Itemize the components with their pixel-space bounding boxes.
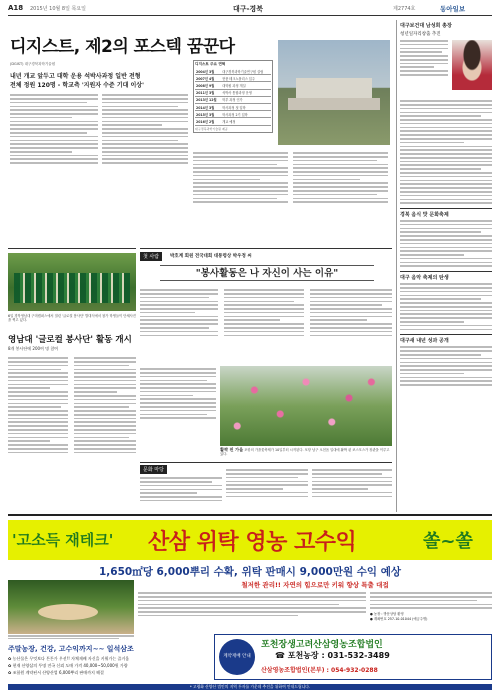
history-year: 2013년 12월: [195, 96, 221, 103]
interview-column-2: [224, 287, 304, 338]
history-row: [195, 103, 271, 110]
interview-tag: 첫 사람: [140, 252, 162, 261]
main-article: [8, 20, 392, 260]
history-table-source: 대구경북과학기술원 제공: [195, 126, 228, 131]
history-row: [195, 68, 271, 75]
intro-subtitle: 청년일자리창출 추진: [400, 32, 441, 37]
page-header: [8, 4, 492, 16]
byline: (DGIST) 대구경북과학기술원: [10, 62, 56, 66]
flower-title: 활짝 핀 가을: [220, 447, 244, 452]
volunteer-column-1: [8, 355, 68, 456]
list-col-3: [312, 467, 392, 499]
box2-title: 경북 음식 맛 문화축제: [400, 208, 492, 218]
ad-box-title: 주말농장, 건강, 고수익까지~~ 일석삼조: [8, 645, 134, 653]
ad-bullets: [8, 644, 208, 684]
building-shape: [288, 98, 380, 110]
volunteer-article: [8, 248, 136, 512]
flower-caption: [220, 448, 392, 456]
history-row: [195, 118, 271, 125]
flower-feature: [140, 366, 392, 458]
ad-headline-suffix: 쏠~쏠: [423, 531, 473, 552]
page-number: A18: [8, 4, 24, 12]
history-event: 학사과정 첫 입학: [221, 103, 271, 110]
volunteer-lead: 8개 봉사단에 200여 명 참여: [8, 346, 59, 351]
interview-column-3: [310, 287, 392, 338]
ad-contact-box: [214, 634, 492, 680]
ad-headline-bar: [8, 520, 492, 560]
section-title: 대구-경북: [233, 5, 263, 13]
volunteer-column-2: [74, 355, 136, 456]
interview-column-1: [140, 287, 218, 338]
history-event: 대구경북과학기술연구원 설립: [221, 68, 271, 75]
president-portrait: [452, 40, 492, 90]
box4-title: 대구새 내년 성과 공개: [400, 334, 492, 344]
interview-headline: "봉사활동은 나 자신이 사는 이유": [160, 265, 374, 281]
history-table-body: [195, 68, 271, 126]
ad-bullet-3: ✿ 조합원 계약된서 산양산업 6,000뿌리 판매까지 해결: [8, 670, 104, 675]
ad-body-text: [138, 590, 366, 619]
interview-kicker: 박호계 회원 전국대회 대통령상 박우정 씨: [170, 254, 252, 259]
history-year: 2016년 2월: [195, 118, 221, 125]
ad-logo: 계약재배 안내: [219, 639, 255, 675]
advertisement: [8, 514, 492, 688]
history-year: 2011년 3월: [195, 89, 221, 96]
campus-photo: [278, 40, 390, 145]
history-year: 2008년 9월: [195, 82, 221, 89]
phone-number-1[interactable]: 031-532-3489: [327, 651, 390, 660]
issue-date: 2015년 10월 8일 목요일: [30, 6, 87, 12]
list-col-2: [226, 467, 308, 499]
history-event: 대학원 과정 개설: [221, 82, 271, 89]
group-people: [14, 273, 130, 303]
article-column-3: [193, 150, 288, 205]
volunteer-caption: 6일 경북영남대 구미캠퍼스에서 열린 '글로컬 봉사단' 발대식에서 참가 학생들이 단체사진을 찍고 있다.: [8, 314, 136, 323]
article-column-4: [293, 150, 388, 205]
history-table: [193, 60, 273, 133]
subheadline-2: 전체 정원 120명 - 학교측 '지원자 수준 기대 이상': [10, 82, 144, 89]
history-row: [195, 82, 271, 89]
list-col-1: [140, 475, 222, 504]
history-row: [195, 96, 271, 103]
ad-headline-main: 산삼 위탁 영농 고수익: [148, 530, 357, 555]
volunteer-photo: [8, 253, 136, 311]
ad-bullet-1: ✿ 농산물은 무엇보다 튼튼가 우선!! 자체재배 자신을 키워가는 즐거움: [8, 656, 130, 661]
culture-tag: 문화 마당: [140, 465, 167, 474]
right-column: [396, 20, 492, 512]
ad-body-text-2: [370, 590, 492, 621]
box3-title: 대구 음악 축제의 탄생: [400, 271, 492, 281]
article-column-1: [10, 92, 98, 166]
issue-number: 제2774호: [393, 6, 416, 12]
subheadline-1: 내년 개교 앞두고 대학 운용 석박사과정 일반 전형: [10, 73, 141, 80]
history-year: 2007년 4월: [195, 75, 221, 82]
ginseng-photo: [8, 580, 134, 634]
phone-line-1: ☎ 포천농장 : 031-532-3489: [275, 651, 390, 660]
ad-subline: 1,650㎡당 6,000뿌리 수확, 위탁 판매시 9,000만원 수익 예상: [98, 566, 401, 578]
phone-number-2[interactable]: 054-932-0288: [331, 667, 378, 674]
history-row: [195, 111, 271, 118]
flower-caption-text: 포항의 가을꽃축제가 10일부터 시작된다. 포항 남구 오천읍 일대에 활짝 핀 코스모스가 장관을 이루고 있다.: [220, 448, 390, 457]
history-row: [195, 75, 271, 82]
headline: 디지스트, 제2의 포스텍 꿈꾼다: [10, 37, 235, 57]
flower-column: [140, 366, 216, 446]
history-year: 2004년 3월: [195, 68, 221, 75]
ad-mid-title: 철저한 관리!! 자연의 힘으로만 키워 향상 특출 대접: [241, 581, 389, 589]
paper-logo: 동아일보: [440, 5, 466, 13]
culture-listings: [140, 462, 392, 512]
history-row: [195, 89, 271, 96]
history-year: 2014년 3월: [195, 103, 221, 110]
history-event: 학사과정 2기 입학: [221, 111, 271, 118]
history-event: 석박사 통합과정 운영: [221, 89, 271, 96]
history-event: 학부 과정 인가: [221, 96, 271, 103]
ad-bullet-2: ✿ 현재 산양삼의 투명 전국 신뢰 도매 가격 40,000~50,000원 가량: [8, 663, 128, 668]
company-name: 포천장생고려산삼영농조합법인: [261, 640, 383, 650]
history-year: 2015년 3월: [195, 111, 221, 118]
cosmos-photo: [220, 366, 392, 446]
ad-footer: * 고령화 산양산 법인의 지역 투자를 가운데 추진을 위하여 안내드립니다.: [8, 684, 492, 690]
phone-line-2: 산삼영농조합법인(본부) : 054-932-0288: [261, 667, 378, 674]
intro-title: 대구보건대 남성희 총장: [400, 23, 452, 29]
ginseng-root: [38, 604, 98, 620]
interview-article: [140, 248, 392, 366]
history-event: 개교 예정: [221, 118, 271, 125]
history-event: 현풍 테크노폴리스 입주: [221, 75, 271, 82]
volunteer-headline: 영남대 '글로컬 봉사단' 활동 개시: [8, 335, 132, 345]
intro-body: [400, 40, 492, 98]
farm-visit: ● 농장 : 방문상담 환영: [370, 612, 404, 617]
ad-headline-prefix: '고소득 재테크': [12, 531, 114, 549]
article-column-2: [102, 92, 188, 166]
history-table-title: 디지스트 주요 연혁: [195, 62, 226, 66]
bank-account: ● 계좌번호 257-10-01044 (예금주명): [370, 617, 428, 622]
ginseng-caption: [8, 634, 134, 640]
